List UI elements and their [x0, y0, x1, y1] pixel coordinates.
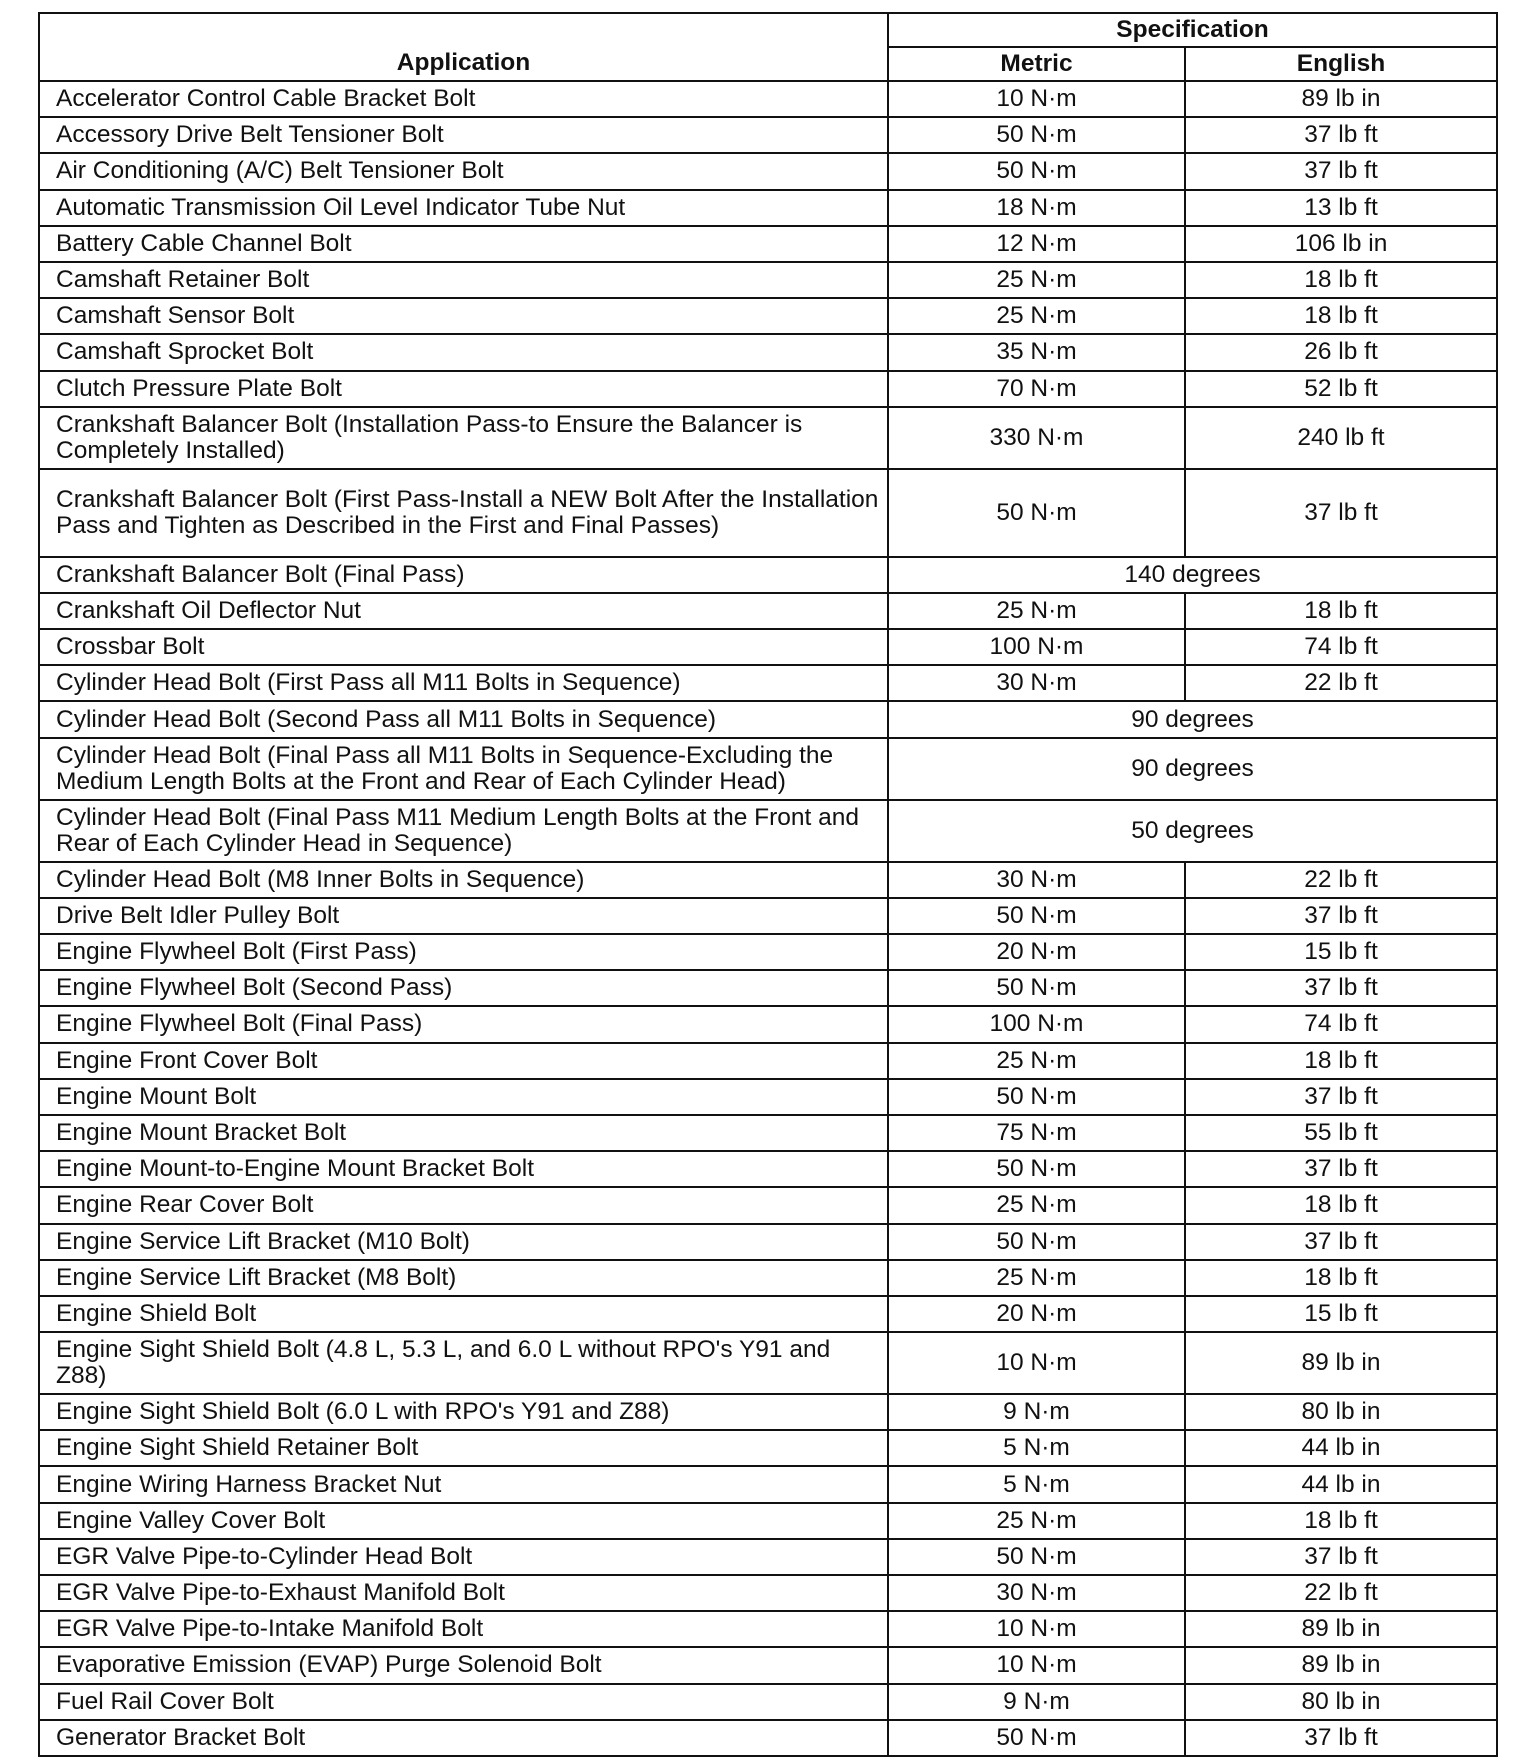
table-row	[39, 407, 1497, 469]
english-cell: 18 lb ft	[1185, 262, 1497, 298]
application-cell: Engine Sight Shield Retainer Bolt	[39, 1430, 888, 1466]
english-cell: 37 lb ft	[1185, 1079, 1497, 1115]
application-cell: Engine Sight Shield Bolt (4.8 L, 5.3 L, and 6.0 L without RPO's Y91 and Z88)	[39, 1332, 888, 1394]
application-cell: Air Conditioning (A/C) Belt Tensioner Bolt	[39, 153, 888, 189]
english-cell: 37 lb ft	[1185, 153, 1497, 189]
table-row	[39, 469, 1497, 557]
table-row	[39, 1647, 1497, 1683]
application-cell: Cylinder Head Bolt (M8 Inner Bolts in Sequence)	[39, 862, 888, 898]
english-cell: 37 lb ft	[1185, 970, 1497, 1006]
metric-cell: 100 N·m	[888, 1006, 1185, 1042]
table-row	[39, 1115, 1497, 1151]
application-cell: Generator Bracket Bolt	[39, 1720, 888, 1756]
header-metric: Metric	[888, 47, 1185, 81]
table-row	[39, 738, 1497, 800]
table-row	[39, 298, 1497, 334]
metric-cell: 5 N·m	[888, 1430, 1185, 1466]
english-cell: 18 lb ft	[1185, 1043, 1497, 1079]
english-cell: 15 lb ft	[1185, 934, 1497, 970]
english-cell: 37 lb ft	[1185, 1539, 1497, 1575]
metric-cell: 25 N·m	[888, 1043, 1185, 1079]
english-cell: 37 lb ft	[1185, 1151, 1497, 1187]
table-row	[39, 1187, 1497, 1223]
application-cell: Engine Mount Bolt	[39, 1079, 888, 1115]
application-cell: Battery Cable Channel Bolt	[39, 226, 888, 262]
application-cell: Drive Belt Idler Pulley Bolt	[39, 898, 888, 934]
metric-cell: 20 N·m	[888, 934, 1185, 970]
table-row	[39, 593, 1497, 629]
table-row	[39, 665, 1497, 701]
english-cell: 89 lb in	[1185, 1332, 1497, 1394]
metric-cell: 9 N·m	[888, 1394, 1185, 1430]
table-row	[39, 81, 1497, 117]
metric-cell: 25 N·m	[888, 1503, 1185, 1539]
table-row	[39, 898, 1497, 934]
english-cell: 106 lb in	[1185, 226, 1497, 262]
english-cell: 89 lb in	[1185, 81, 1497, 117]
torque-spec-table	[38, 12, 1498, 1757]
metric-cell: 10 N·m	[888, 1332, 1185, 1394]
table-row	[39, 1684, 1497, 1720]
metric-cell: 10 N·m	[888, 1647, 1185, 1683]
application-cell: Engine Wiring Harness Bracket Nut	[39, 1466, 888, 1502]
table-row	[39, 226, 1497, 262]
application-cell: Crankshaft Balancer Bolt (Installation Pass-to Ensure the Balancer is Completely Installed)	[39, 407, 888, 469]
application-cell: Cylinder Head Bolt (Final Pass all M11 Bolts in Sequence-Excluding the Medium Length Bolts at the Front and Rear of Each Cylinder Head)	[39, 738, 888, 800]
table-row	[39, 970, 1497, 1006]
english-cell: 74 lb ft	[1185, 1006, 1497, 1042]
table-row	[39, 701, 1497, 737]
metric-cell: 12 N·m	[888, 226, 1185, 262]
metric-cell: 50 N·m	[888, 898, 1185, 934]
metric-cell: 35 N·m	[888, 334, 1185, 370]
english-cell: 37 lb ft	[1185, 117, 1497, 153]
table-row	[39, 1430, 1497, 1466]
metric-cell: 50 N·m	[888, 117, 1185, 153]
english-cell: 37 lb ft	[1185, 1720, 1497, 1756]
table-row	[39, 1151, 1497, 1187]
table-row	[39, 262, 1497, 298]
application-cell: Engine Mount-to-Engine Mount Bracket Bolt	[39, 1151, 888, 1187]
table-row	[39, 334, 1497, 370]
application-cell: Engine Sight Shield Bolt (6.0 L with RPO's Y91 and Z88)	[39, 1394, 888, 1430]
english-cell: 18 lb ft	[1185, 298, 1497, 334]
english-cell: 240 lb ft	[1185, 407, 1497, 469]
english-cell: 74 lb ft	[1185, 629, 1497, 665]
metric-cell: 10 N·m	[888, 1611, 1185, 1647]
application-cell: Engine Rear Cover Bolt	[39, 1187, 888, 1223]
application-cell: Engine Shield Bolt	[39, 1296, 888, 1332]
application-cell: Crossbar Bolt	[39, 629, 888, 665]
application-cell: EGR Valve Pipe-to-Cylinder Head Bolt	[39, 1539, 888, 1575]
table-row	[39, 1296, 1497, 1332]
application-cell: Engine Flywheel Bolt (Final Pass)	[39, 1006, 888, 1042]
application-cell: Cylinder Head Bolt (First Pass all M11 Bolts in Sequence)	[39, 665, 888, 701]
angle-spec-cell: 140 degrees	[888, 557, 1497, 593]
metric-cell: 25 N·m	[888, 1187, 1185, 1223]
metric-cell: 25 N·m	[888, 1260, 1185, 1296]
metric-cell: 30 N·m	[888, 862, 1185, 898]
application-cell: Crankshaft Balancer Bolt (First Pass-Install a NEW Bolt After the Installation Pass and Tighten as Described in the First and Final Passes)	[39, 469, 888, 557]
english-cell: 15 lb ft	[1185, 1296, 1497, 1332]
angle-spec-cell: 90 degrees	[888, 701, 1497, 737]
table-row	[39, 629, 1497, 665]
english-cell: 18 lb ft	[1185, 1260, 1497, 1296]
table-row	[39, 1466, 1497, 1502]
metric-cell: 50 N·m	[888, 1224, 1185, 1260]
metric-cell: 25 N·m	[888, 262, 1185, 298]
english-cell: 37 lb ft	[1185, 469, 1497, 557]
metric-cell: 10 N·m	[888, 81, 1185, 117]
metric-cell: 9 N·m	[888, 1684, 1185, 1720]
english-cell: 80 lb in	[1185, 1684, 1497, 1720]
english-cell: 18 lb ft	[1185, 1187, 1497, 1223]
application-cell: Cylinder Head Bolt (Second Pass all M11 Bolts in Sequence)	[39, 701, 888, 737]
application-cell: Fuel Rail Cover Bolt	[39, 1684, 888, 1720]
english-cell: 52 lb ft	[1185, 371, 1497, 407]
english-cell: 13 lb ft	[1185, 190, 1497, 226]
english-cell: 89 lb in	[1185, 1647, 1497, 1683]
application-cell: Engine Service Lift Bracket (M8 Bolt)	[39, 1260, 888, 1296]
metric-cell: 75 N·m	[888, 1115, 1185, 1151]
angle-spec-cell: 90 degrees	[888, 738, 1497, 800]
application-cell: Engine Valley Cover Bolt	[39, 1503, 888, 1539]
metric-cell: 50 N·m	[888, 1151, 1185, 1187]
application-cell: EGR Valve Pipe-to-Exhaust Manifold Bolt	[39, 1575, 888, 1611]
metric-cell: 50 N·m	[888, 1720, 1185, 1756]
table-row	[39, 190, 1497, 226]
application-cell: Engine Mount Bracket Bolt	[39, 1115, 888, 1151]
table-row	[39, 117, 1497, 153]
english-cell: 55 lb ft	[1185, 1115, 1497, 1151]
metric-cell: 70 N·m	[888, 371, 1185, 407]
table-row	[39, 1079, 1497, 1115]
table-row	[39, 1611, 1497, 1647]
metric-cell: 25 N·m	[888, 298, 1185, 334]
application-cell: Engine Flywheel Bolt (Second Pass)	[39, 970, 888, 1006]
application-cell: Crankshaft Balancer Bolt (Final Pass)	[39, 557, 888, 593]
table-row	[39, 1332, 1497, 1394]
table-row	[39, 1224, 1497, 1260]
english-cell: 44 lb in	[1185, 1466, 1497, 1502]
metric-cell: 20 N·m	[888, 1296, 1185, 1332]
english-cell: 37 lb ft	[1185, 898, 1497, 934]
table-body	[39, 81, 1497, 1756]
english-cell: 22 lb ft	[1185, 1575, 1497, 1611]
application-cell: Accelerator Control Cable Bracket Bolt	[39, 81, 888, 117]
english-cell: 18 lb ft	[1185, 1503, 1497, 1539]
table-row	[39, 934, 1497, 970]
metric-cell: 50 N·m	[888, 970, 1185, 1006]
english-cell: 80 lb in	[1185, 1394, 1497, 1430]
application-cell: Camshaft Sensor Bolt	[39, 298, 888, 334]
application-cell: Engine Flywheel Bolt (First Pass)	[39, 934, 888, 970]
header-specification: Specification	[888, 13, 1497, 47]
header-application: Application	[39, 13, 888, 81]
application-cell: Evaporative Emission (EVAP) Purge Solenoid Bolt	[39, 1647, 888, 1683]
english-cell: 44 lb in	[1185, 1430, 1497, 1466]
application-cell: Clutch Pressure Plate Bolt	[39, 371, 888, 407]
english-cell: 22 lb ft	[1185, 862, 1497, 898]
metric-cell: 30 N·m	[888, 1575, 1185, 1611]
table-row	[39, 862, 1497, 898]
application-cell: EGR Valve Pipe-to-Intake Manifold Bolt	[39, 1611, 888, 1647]
metric-cell: 18 N·m	[888, 190, 1185, 226]
table-row	[39, 1394, 1497, 1430]
metric-cell: 30 N·m	[888, 665, 1185, 701]
english-cell: 89 lb in	[1185, 1611, 1497, 1647]
table-row	[39, 1043, 1497, 1079]
metric-cell: 50 N·m	[888, 1539, 1185, 1575]
table-row	[39, 1503, 1497, 1539]
table-row	[39, 371, 1497, 407]
english-cell: 18 lb ft	[1185, 593, 1497, 629]
english-cell: 22 lb ft	[1185, 665, 1497, 701]
table-row	[39, 1720, 1497, 1756]
english-cell: 37 lb ft	[1185, 1224, 1497, 1260]
table-row	[39, 1006, 1497, 1042]
metric-cell: 50 N·m	[888, 1079, 1185, 1115]
metric-cell: 50 N·m	[888, 469, 1185, 557]
application-cell: Camshaft Retainer Bolt	[39, 262, 888, 298]
application-cell: Automatic Transmission Oil Level Indicator Tube Nut	[39, 190, 888, 226]
table-row	[39, 557, 1497, 593]
header-row-top	[39, 13, 1497, 47]
application-cell: Engine Front Cover Bolt	[39, 1043, 888, 1079]
table-row	[39, 1539, 1497, 1575]
metric-cell: 50 N·m	[888, 153, 1185, 189]
english-cell: 26 lb ft	[1185, 334, 1497, 370]
table-row	[39, 153, 1497, 189]
angle-spec-cell: 50 degrees	[888, 800, 1497, 862]
application-cell: Crankshaft Oil Deflector Nut	[39, 593, 888, 629]
application-cell: Accessory Drive Belt Tensioner Bolt	[39, 117, 888, 153]
table-row	[39, 1575, 1497, 1611]
application-cell: Cylinder Head Bolt (Final Pass M11 Medium Length Bolts at the Front and Rear of Each Cylinder Head in Sequence)	[39, 800, 888, 862]
metric-cell: 100 N·m	[888, 629, 1185, 665]
table-row	[39, 800, 1497, 862]
metric-cell: 330 N·m	[888, 407, 1185, 469]
header-english: English	[1185, 47, 1497, 81]
metric-cell: 5 N·m	[888, 1466, 1185, 1502]
application-cell: Engine Service Lift Bracket (M10 Bolt)	[39, 1224, 888, 1260]
application-cell: Camshaft Sprocket Bolt	[39, 334, 888, 370]
metric-cell: 25 N·m	[888, 593, 1185, 629]
table-row	[39, 1260, 1497, 1296]
